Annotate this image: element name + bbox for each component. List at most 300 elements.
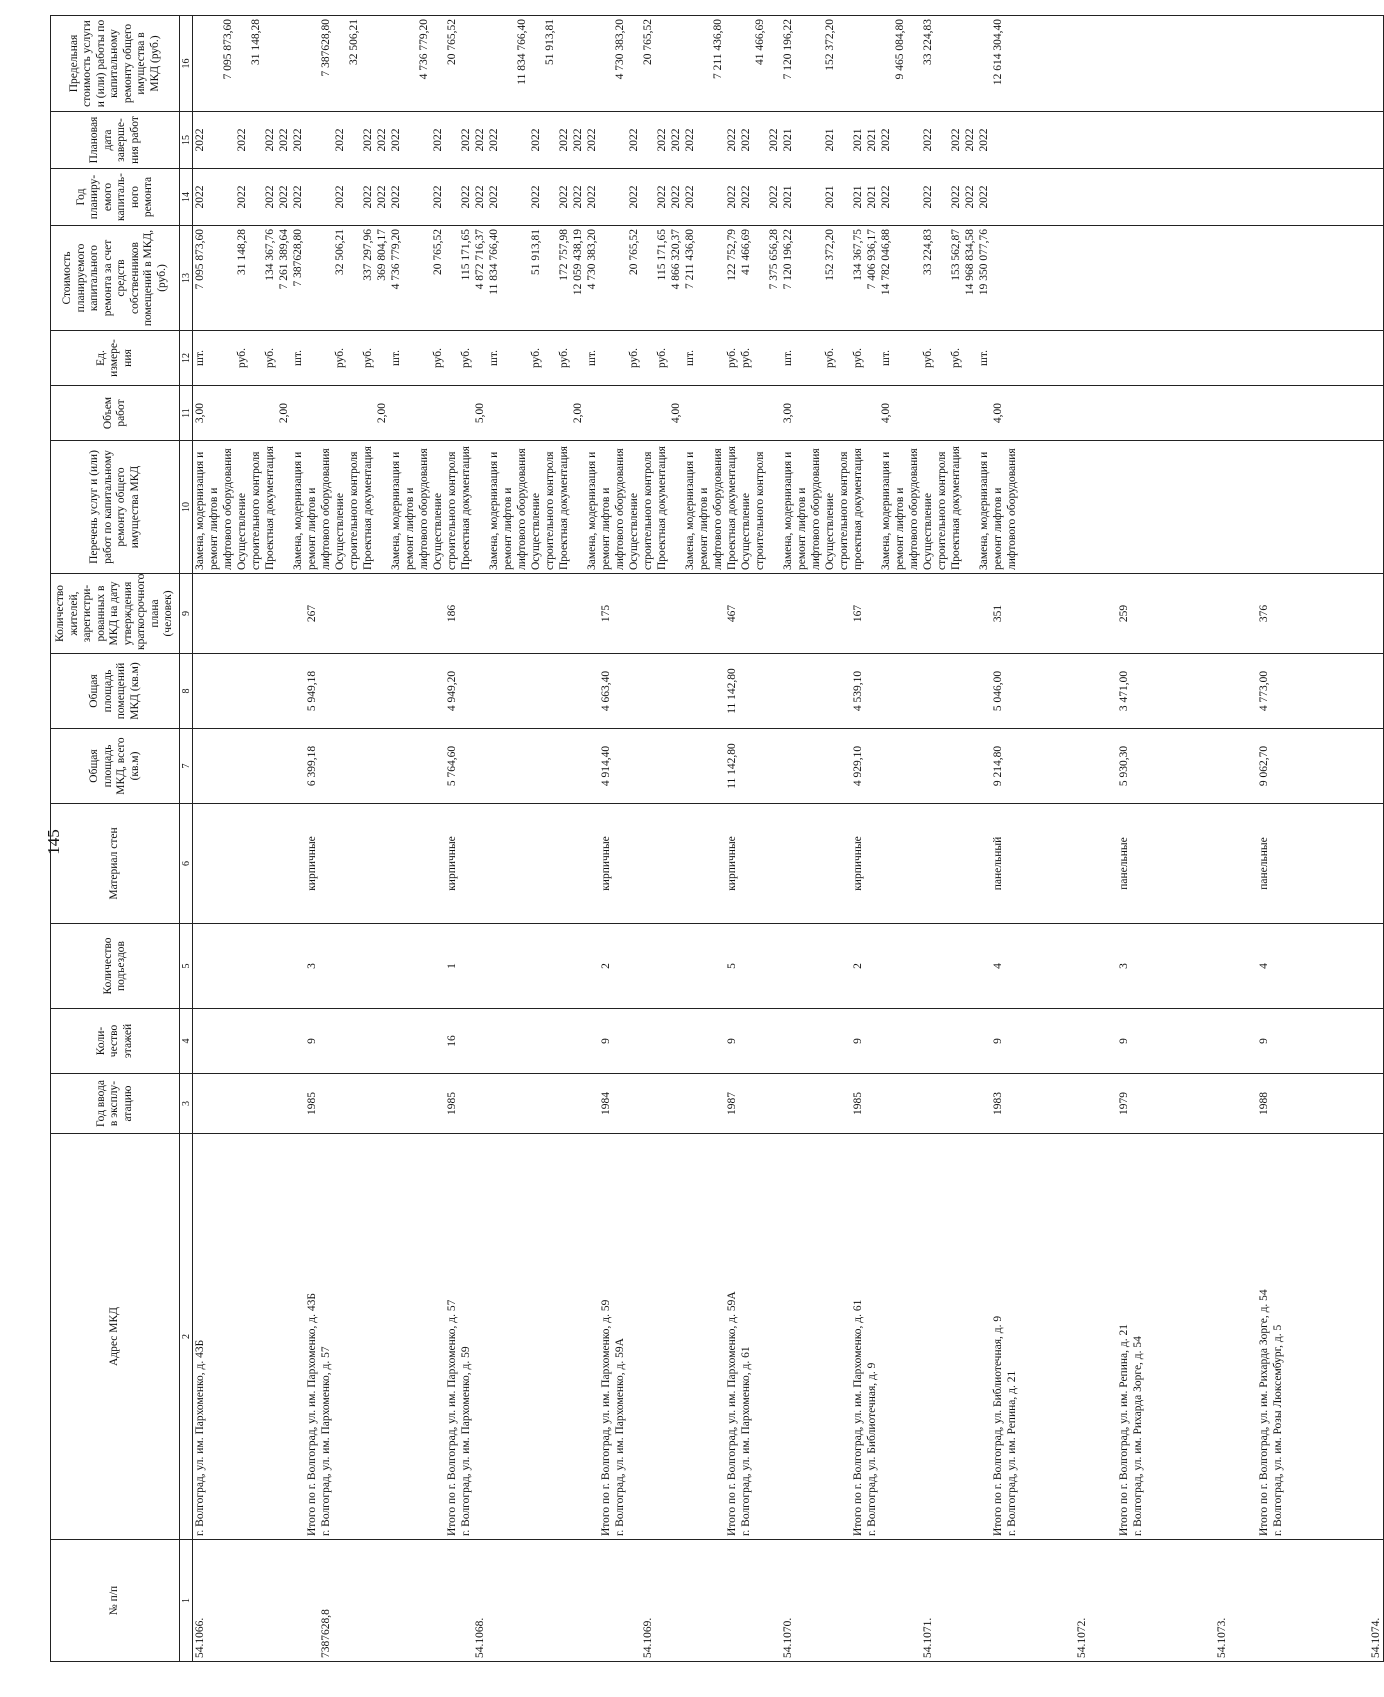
cell-line	[1075, 732, 1089, 800]
cell-line	[1159, 1137, 1173, 1536]
cell-line: строительного контроля	[348, 451, 360, 570]
cell-line	[739, 1543, 753, 1658]
cell-line	[403, 657, 417, 725]
cell-line: 2022	[488, 128, 500, 152]
cell-line: 2022	[978, 128, 990, 152]
cell-line	[417, 807, 431, 920]
cell-line	[795, 1077, 809, 1130]
cell-line	[235, 1137, 249, 1536]
cell-line: 2022	[880, 185, 892, 209]
cell-line: 2022	[740, 185, 752, 209]
cell-line: лифтового оборудования	[712, 448, 724, 570]
cell-line: 467	[726, 604, 738, 623]
cell-line	[893, 229, 907, 327]
cell-line: Замена, модернизация и	[390, 451, 402, 570]
cell-line	[599, 229, 613, 327]
cell-line	[711, 577, 725, 650]
cell-line	[893, 732, 907, 800]
cell-line	[1243, 732, 1257, 800]
cell-line	[949, 732, 963, 800]
cell-line	[697, 19, 711, 108]
cell-line	[711, 1543, 725, 1658]
cell-line	[627, 1137, 641, 1536]
cell-line	[193, 657, 207, 725]
cell-line	[459, 927, 473, 1005]
cell-line	[963, 1543, 977, 1658]
cell-line	[515, 334, 529, 382]
cell-line: 2022	[264, 128, 276, 152]
cell-line: Осуществление	[334, 493, 346, 570]
cell-line	[837, 172, 851, 222]
cell-line	[893, 334, 907, 382]
cell-line: г. Волгоград, ул. им. Пархоменко, д. 57	[320, 1346, 332, 1536]
cell-line	[263, 1077, 277, 1130]
cell-line	[837, 115, 851, 165]
cell-line	[683, 927, 697, 1005]
cell-line	[641, 732, 655, 800]
cell-line	[767, 444, 781, 570]
cell-line: 2022	[726, 185, 738, 209]
column-works-cell	[193, 441, 1384, 574]
cell-line	[515, 657, 529, 725]
cell-line	[837, 807, 851, 920]
cell-line	[333, 577, 347, 650]
cell-line	[599, 1543, 613, 1658]
cell-line	[431, 1543, 445, 1658]
cell-line	[347, 577, 361, 650]
cell-line	[305, 172, 319, 222]
cell-line	[557, 1137, 571, 1536]
cell-line: 259	[1118, 604, 1130, 623]
cell-line	[431, 19, 445, 108]
cell-line	[291, 927, 305, 1005]
cell-line	[403, 172, 417, 222]
cell-line	[571, 444, 585, 570]
cell-line	[1089, 807, 1103, 920]
page-number: 145	[44, 829, 63, 855]
column-number: 4	[180, 1009, 193, 1074]
cell-line	[935, 1137, 949, 1536]
cell-line	[669, 19, 683, 108]
cell-line	[347, 732, 361, 800]
cell-line: 14 968 834,58	[964, 229, 976, 296]
cell-line	[249, 807, 263, 920]
cell-line	[557, 807, 571, 920]
cell-line	[641, 172, 655, 222]
cell-line	[417, 229, 431, 327]
cell-line: 115 171,65	[656, 229, 668, 281]
cell-line	[683, 657, 697, 725]
cell-line	[263, 577, 277, 650]
cell-line	[613, 1077, 627, 1130]
cell-line	[767, 334, 781, 382]
column-number: 13	[180, 226, 193, 331]
cell-line	[459, 1012, 473, 1070]
cell-line	[1145, 732, 1159, 800]
cell-line: 175	[600, 604, 612, 623]
cell-line: 134 367,76	[264, 229, 276, 281]
cell-line	[781, 807, 795, 920]
cell-line: 2022	[292, 128, 304, 152]
cell-line	[235, 1077, 249, 1130]
cell-line	[1033, 1137, 1047, 1536]
cell-line	[543, 172, 557, 222]
cell-line	[431, 577, 445, 650]
cell-line	[1145, 1543, 1159, 1658]
cell-line: 4,00	[670, 402, 682, 424]
cell-line	[515, 1137, 529, 1536]
cell-line	[669, 1137, 683, 1536]
cell-line: 2021	[866, 185, 878, 209]
cell-line	[963, 1137, 977, 1536]
cell-line	[641, 389, 655, 437]
cell-line	[711, 807, 725, 920]
cell-line: 2022	[460, 128, 472, 152]
header-cell: Адрес МКД	[51, 1134, 180, 1540]
cell-line	[697, 577, 711, 650]
cell-line	[1061, 1012, 1075, 1070]
cell-line	[473, 1077, 487, 1130]
cell-line: 2022	[964, 128, 976, 152]
cell-line	[823, 1137, 837, 1536]
cell-line: 2022	[292, 185, 304, 209]
cell-line	[221, 334, 235, 382]
cell-line	[1229, 1012, 1243, 1070]
cell-line	[781, 732, 795, 800]
cell-line: 54.1068.	[474, 1617, 486, 1658]
cell-line: 4 773,00	[1258, 670, 1270, 712]
cell-line: шт.	[684, 350, 696, 366]
cell-line	[1103, 1543, 1117, 1658]
cell-line	[1089, 1012, 1103, 1070]
cell-line	[1061, 577, 1075, 650]
cell-line: Проектная документация	[950, 446, 962, 570]
header-cell: Перечень услуг и (или) работ по капитальному ремонту общего имущества МКД	[51, 441, 180, 574]
cell-line	[907, 732, 921, 800]
cell-line	[501, 229, 515, 327]
cell-line: руб.	[852, 348, 864, 368]
cell-line	[921, 927, 935, 1005]
cell-line: 2022	[978, 185, 990, 209]
cell-line	[501, 927, 515, 1005]
cell-line	[795, 229, 809, 327]
cell-line	[781, 577, 795, 650]
cell-line	[417, 732, 431, 800]
cell-line	[417, 115, 431, 165]
cell-line	[291, 1137, 305, 1536]
column-number: 11	[180, 386, 193, 441]
cell-line	[319, 1012, 333, 1070]
cell-line	[207, 172, 221, 222]
cell-line	[921, 1012, 935, 1070]
cell-line: строительного контроля	[838, 451, 850, 570]
cell-line	[753, 172, 767, 222]
cell-line	[683, 732, 697, 800]
cell-line	[739, 732, 753, 800]
cell-line: 2022	[950, 185, 962, 209]
cell-line: 7 387628,80	[320, 19, 332, 77]
cell-line	[963, 444, 977, 570]
cell-line: 4 949,20	[446, 670, 458, 712]
cell-line	[767, 732, 781, 800]
cell-line: ремонт лифтов и	[894, 487, 906, 570]
cell-line	[977, 577, 991, 650]
cell-line	[417, 334, 431, 382]
cell-line	[235, 657, 249, 725]
cell-line	[571, 1077, 585, 1130]
cell-line	[697, 1077, 711, 1130]
cell-line	[515, 1077, 529, 1130]
column-entrances-cell	[193, 924, 1384, 1009]
cell-line	[1019, 927, 1033, 1005]
cell-line	[907, 1543, 921, 1658]
cell-line	[641, 115, 655, 165]
cell-line	[823, 1543, 837, 1658]
cell-line	[557, 1543, 571, 1658]
cell-line	[1131, 1012, 1145, 1070]
cell-line	[347, 229, 361, 327]
cell-line: 172 757,98	[558, 229, 570, 281]
cell-line	[907, 334, 921, 382]
cell-line	[487, 927, 501, 1005]
cell-line: 54.1066.	[194, 1617, 206, 1658]
column-number: 2	[180, 1134, 193, 1540]
cell-line	[571, 1543, 585, 1658]
column-year-cell	[193, 1074, 1384, 1134]
cell-line: 2022	[432, 185, 444, 209]
cell-line: 2022	[362, 128, 374, 152]
cell-line	[487, 389, 501, 437]
cell-line	[403, 927, 417, 1005]
cell-line	[1089, 1543, 1103, 1658]
cell-line	[1103, 807, 1117, 920]
cell-line	[487, 732, 501, 800]
cell-line: 4 866 320,37	[670, 229, 682, 290]
cell-line: 5 930,30	[1118, 745, 1130, 787]
cell-line	[851, 19, 865, 108]
cell-line: 33 224,83	[922, 19, 934, 65]
cell-line	[291, 807, 305, 920]
cell-line	[529, 807, 543, 920]
cell-line	[1033, 732, 1047, 800]
column-repair-year-cell	[193, 169, 1384, 226]
cell-line	[249, 1543, 263, 1658]
cell-line	[669, 807, 683, 920]
cell-line	[739, 1077, 753, 1130]
cell-line	[1243, 657, 1257, 725]
cell-line	[1327, 1543, 1341, 1658]
cell-line	[571, 334, 585, 382]
cell-line: 54.1070.	[782, 1617, 794, 1658]
cell-line	[711, 1012, 725, 1070]
cell-line	[1243, 1012, 1257, 1070]
cell-line: 20 765,52	[642, 19, 654, 65]
cell-line	[949, 389, 963, 437]
cell-line	[235, 1543, 249, 1658]
cell-line	[487, 1543, 501, 1658]
cell-line	[375, 657, 389, 725]
column-number: 14	[180, 169, 193, 226]
cell-line: 6 399,18	[306, 745, 318, 787]
cell-line: 2022	[334, 128, 346, 152]
cell-line	[1089, 657, 1103, 725]
cell-line	[1145, 657, 1159, 725]
cell-line	[543, 389, 557, 437]
column-number: 7	[180, 729, 193, 804]
cell-line	[977, 1543, 991, 1658]
cell-line	[627, 1012, 641, 1070]
cell-line: 1988	[1258, 1092, 1270, 1115]
cell-line	[529, 1077, 543, 1130]
cell-line: 267	[306, 604, 318, 623]
cell-line	[711, 927, 725, 1005]
cell-line	[1047, 1012, 1061, 1070]
cell-line	[935, 389, 949, 437]
cell-line	[711, 334, 725, 382]
cell-line	[585, 807, 599, 920]
cell-line	[207, 19, 221, 108]
cell-line: 1985	[852, 1092, 864, 1115]
cell-line	[263, 657, 277, 725]
cell-line	[333, 19, 347, 108]
column-floors-cell	[193, 1009, 1384, 1074]
cell-line	[389, 807, 403, 920]
cell-line	[403, 1077, 417, 1130]
cell-line	[935, 229, 949, 327]
cell-line	[207, 115, 221, 165]
cell-line	[375, 577, 389, 650]
cell-line	[683, 1077, 697, 1130]
cell-line	[473, 732, 487, 800]
cell-line	[1075, 657, 1089, 725]
cell-line: ремонт лифтов и	[796, 487, 808, 570]
cell-line: шт.	[782, 350, 794, 366]
cell-line	[837, 577, 851, 650]
cell-line: строительного контроля	[250, 451, 262, 570]
cell-line	[473, 444, 487, 570]
cell-line	[739, 19, 753, 108]
cell-line	[949, 1543, 963, 1658]
cell-line: Замена, модернизация и	[880, 451, 892, 570]
cell-line	[837, 19, 851, 108]
cell-line: руб.	[656, 348, 668, 368]
cell-line	[319, 172, 333, 222]
cell-line: 4 736 779,20	[390, 229, 402, 290]
cell-line	[949, 927, 963, 1005]
cell-line: 2022	[488, 185, 500, 209]
cell-line	[417, 927, 431, 1005]
cell-line	[1229, 927, 1243, 1005]
cell-line: панельный	[992, 836, 1004, 891]
cell-line	[781, 1137, 795, 1536]
cell-line	[487, 1137, 501, 1536]
cell-line	[1131, 1077, 1145, 1130]
cell-line	[277, 1077, 291, 1130]
cell-line	[837, 657, 851, 725]
cell-line	[781, 657, 795, 725]
cell-line	[697, 927, 711, 1005]
cell-line	[613, 732, 627, 800]
cell-line	[1061, 807, 1075, 920]
cell-line	[571, 1137, 585, 1536]
cell-line: шт.	[586, 350, 598, 366]
cell-line	[361, 927, 375, 1005]
cell-line	[221, 229, 235, 327]
cell-line: 9	[726, 1038, 738, 1044]
cell-line	[319, 657, 333, 725]
cell-line: лифтового оборудования	[908, 448, 920, 570]
cell-line	[1145, 807, 1159, 920]
cell-line	[543, 927, 557, 1005]
header-cell: Год ввода в эксплу-атацию	[51, 1074, 180, 1134]
cell-line: 2021	[866, 128, 878, 152]
cell-line	[977, 1137, 991, 1536]
cell-line	[1131, 807, 1145, 920]
cell-line	[403, 334, 417, 382]
cell-line	[515, 1012, 529, 1070]
cell-line	[543, 657, 557, 725]
cell-line	[1187, 732, 1201, 800]
cell-line	[655, 927, 669, 1005]
cell-line	[795, 1012, 809, 1070]
cell-line	[1145, 1137, 1159, 1536]
cell-line: 1985	[306, 1092, 318, 1115]
cell-line	[263, 389, 277, 437]
cell-line	[1159, 807, 1173, 920]
column-number: 1	[180, 1540, 193, 1662]
cell-line	[865, 657, 879, 725]
cell-line	[249, 732, 263, 800]
cell-line	[613, 807, 627, 920]
cell-line	[1005, 732, 1019, 800]
cell-line	[613, 1543, 627, 1658]
cell-line	[1019, 732, 1033, 800]
cell-line	[977, 1077, 991, 1130]
cell-line	[921, 657, 935, 725]
cell-line	[207, 334, 221, 382]
cell-line: 7 406 936,17	[866, 229, 878, 290]
cell-line: строительного контроля	[936, 451, 948, 570]
cell-line	[333, 1077, 347, 1130]
cell-line	[655, 807, 669, 920]
cell-line	[683, 19, 697, 108]
cell-line	[1187, 1012, 1201, 1070]
cell-line	[529, 1543, 543, 1658]
cell-line	[865, 334, 879, 382]
cell-line	[389, 389, 403, 437]
cell-line	[571, 577, 585, 650]
cell-line	[725, 19, 739, 108]
cell-line	[669, 732, 683, 800]
cell-line	[1089, 732, 1103, 800]
cell-line: ремонт лифтов и	[404, 487, 416, 570]
cell-line	[501, 657, 515, 725]
cell-line	[599, 334, 613, 382]
cell-line	[473, 927, 487, 1005]
cell-line: 2022	[278, 128, 290, 152]
cell-line	[1201, 1012, 1215, 1070]
cell-line	[837, 229, 851, 327]
cell-line	[1159, 927, 1173, 1005]
cell-line	[347, 1543, 361, 1658]
cell-line	[571, 19, 585, 108]
cell-line	[333, 657, 347, 725]
cell-line	[1075, 1077, 1089, 1130]
cell-line: строительного контроля	[754, 451, 766, 570]
cell-line	[669, 577, 683, 650]
cell-line: 2022	[376, 128, 388, 152]
cell-line	[1215, 927, 1229, 1005]
